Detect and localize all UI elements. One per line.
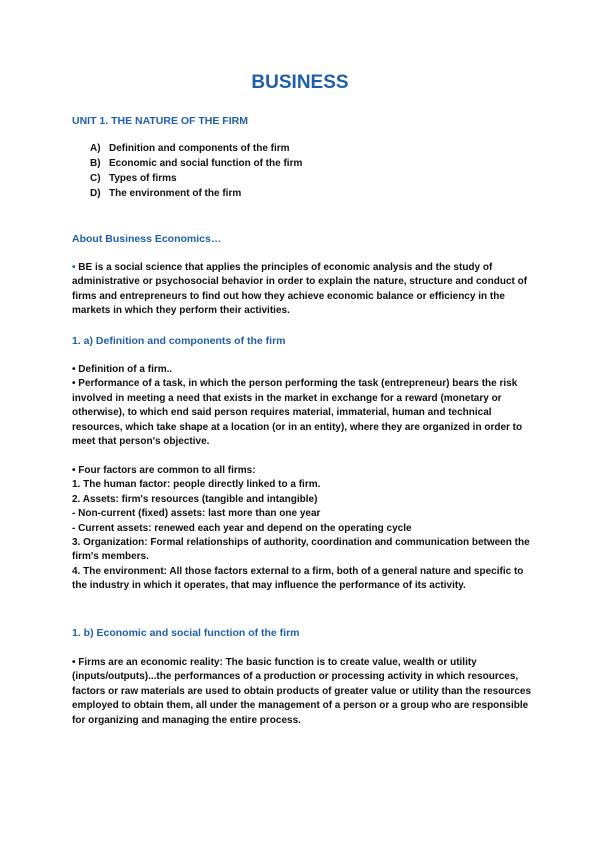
factors-intro: Four factors are common to all firms: [78, 465, 256, 476]
toc-letter: D) [90, 188, 101, 199]
toc-letter: A) [90, 143, 101, 154]
about-paragraph [72, 261, 532, 319]
document-title: BUSINESS [251, 72, 349, 93]
toc-text: Definition and components of the firm [109, 143, 290, 154]
toc-text: The environment of the firm [109, 188, 242, 199]
factor-item: - Non-current (fixed) assets: last more than one year [72, 508, 321, 520]
section-b-text: Firms are an economic reality: The basic function is to create value, wealth or utility (inputs/outputs)...the performances of a production or processing activity in which resources, factors or raw materials are used to obtain products of greater value or utility than the resources employed to obtain them, all under the management of a person or a group who are responsible for organizing and managing the entire process. [72, 657, 532, 726]
factor-item: 2. Assets: firm's resources (tangible and intangible) [72, 493, 318, 505]
factor-item: 3. Organization: Formal relationships of authority, coordination and communication between the firm's members. [72, 537, 530, 563]
bullet-icon: • [72, 465, 76, 476]
about-text: BE is a social science that applies the principles of economic analysis and the study of administrative or psychosocial behavior in order to explain the nature, structure and conduct of firms and entrepreneurs to find out how they achieve economic balance or efficiency in the markets in which they perform their activities. [72, 262, 528, 317]
toc-letter: C) [90, 173, 101, 184]
toc-text: Economic and social function of the firm [109, 158, 303, 169]
bullet-icon: • [72, 378, 76, 390]
bullet-icon: • [72, 262, 76, 273]
factors-list [72, 464, 532, 594]
section-a-definition [72, 363, 532, 449]
section-b-paragraph [72, 656, 532, 728]
bullet-icon: • [72, 657, 76, 668]
section-a-heading: 1. a) Definition and components of the firm [72, 335, 286, 347]
factor-item: 4. The environment: All those factors external to a firm, both of a general nature and specific to the industry in which it operates, that may influence the performance of its activity. [72, 565, 524, 592]
unit-heading: UNIT 1. THE NATURE OF THE FIRM [72, 115, 248, 127]
about-heading: About Business Economics… [72, 233, 222, 245]
toc-item [90, 186, 302, 201]
table-of-contents [90, 141, 302, 201]
toc-letter: B) [90, 158, 101, 169]
toc-item [90, 156, 302, 171]
section-b-heading: 1. b) Economic and social function of the firm [72, 627, 300, 639]
toc-item [90, 141, 302, 156]
factor-item: - Current assets: renewed each year and depend on the operating cycle [72, 522, 412, 534]
bullet-icon: • [72, 364, 76, 375]
definition-label: Definition of a firm.. [78, 364, 173, 375]
definition-text: Performance of a task, in which the person performing the task (entrepreneur) bears the risk involved in meeting a need that exists in the market in exchange for a reward (monetary or otherwise), to which end said person requires material, immaterial, human and technical resources, which take shape at a location (or in an entity), where they are organized in order to meet that person's objective. [72, 378, 523, 448]
toc-item [90, 171, 302, 186]
toc-text: Types of firms [109, 173, 177, 184]
factor-item: 1. The human factor: people directly linked to a firm. [72, 479, 321, 491]
